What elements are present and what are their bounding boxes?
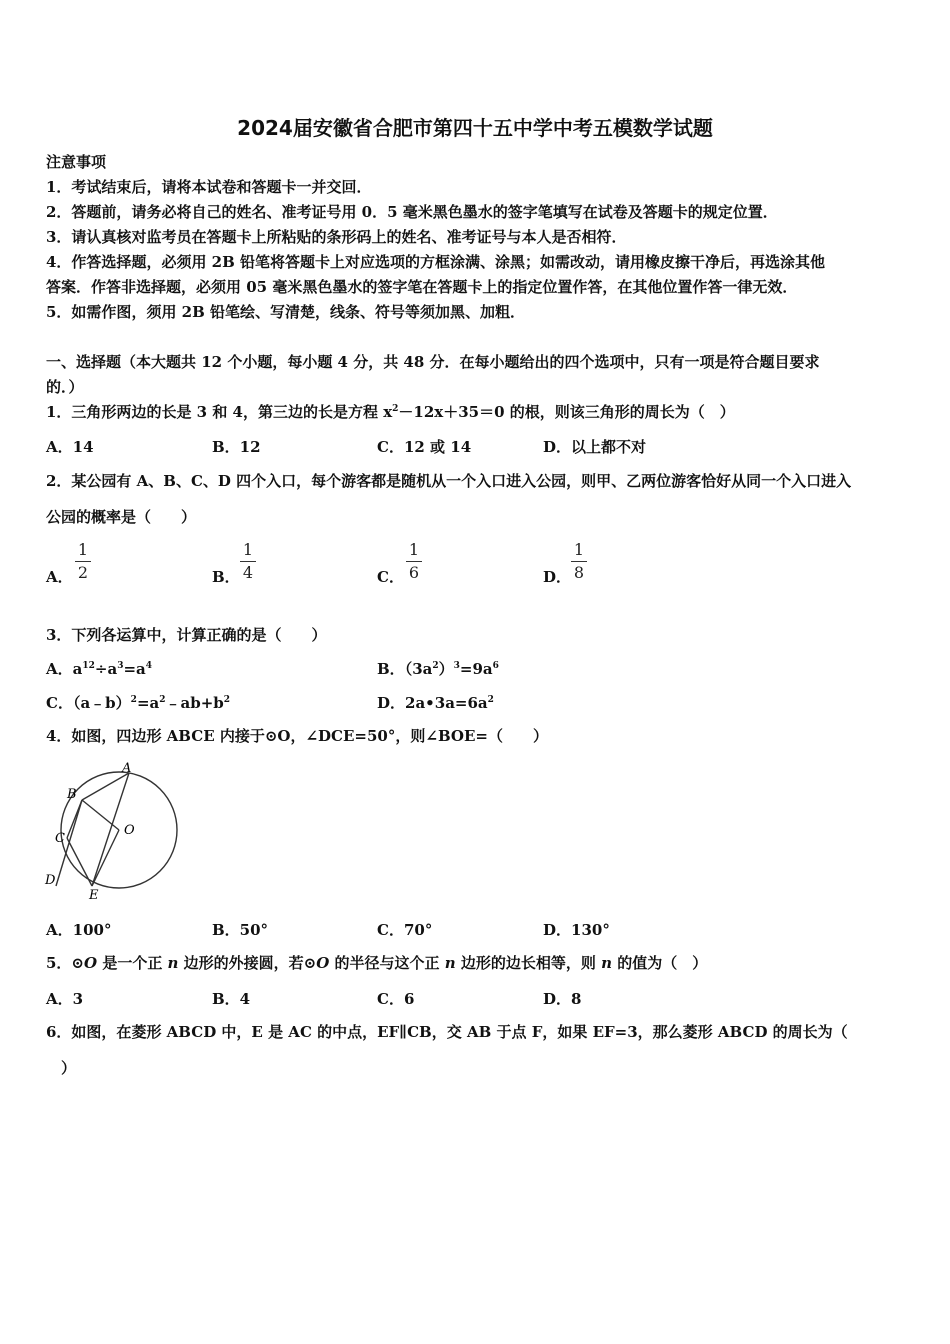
q5-option-a: A．3 <box>46 990 84 1008</box>
q2-option-d-label: D． <box>543 568 572 586</box>
notice-item: 5．如需作图，须用 2B 铅笔绘、写清楚，线条、符号等须加黑、加粗． <box>46 303 525 321</box>
question-2-stem: 2．某公园有 A、B、C、D 四个入口，每个游客都是随机从一个入口进入公园，则甲、乙两位游客恰好从同一个入口进入 <box>46 472 852 490</box>
q2-option-a-fraction: 1 2 <box>73 540 93 583</box>
q2-option-b-label: B． <box>212 568 240 586</box>
q5-option-d: D．8 <box>543 990 582 1008</box>
notice-item: 2．答题前，请务必将自己的姓名、准考证号用 0．5 毫米黑色墨水的签字笔填写在试卷及答题卡的规定位置． <box>46 203 778 221</box>
notice-heading: 注意事项 <box>46 153 107 171</box>
q3-option-d: D．$2a•3a=6a^2$ <box>377 694 494 712</box>
label-c: C <box>55 831 65 846</box>
q4-option-d: D．130° <box>543 921 610 939</box>
label-o: O <box>124 823 135 838</box>
q5-option-c: C．6 <box>377 990 415 1008</box>
question-1-stem: 1．三角形两边的长是 3 和 4，第三边的长是方程 $x^2-12x+35=0$ 的根，则该三角形的周长为（ ） <box>46 403 735 421</box>
q2-option-c-label: C． <box>377 568 404 586</box>
notice-item: 4．作答选择题，必须用 2B 铅笔将答题卡上对应选项的方框涂满、涂黑；如需改动，请用橡皮擦干净后，再选涂其他 <box>46 253 826 271</box>
question-3-stem: 3．下列各运算中，计算正确的是（ ） <box>46 626 327 644</box>
question-4-stem: 4．如图，四边形 ABCE 内接于⊙O，∠DCE=50°，则∠BOE=（ ） <box>46 727 548 745</box>
circle-geometry-figure <box>42 760 192 900</box>
q5-option-b: B．4 <box>212 990 251 1008</box>
label-e: E <box>89 888 99 900</box>
q4-option-a: A．100° <box>46 921 112 939</box>
question-6-stem-cont: ） <box>46 1059 77 1077</box>
q2-option-b-fraction: 1 4 <box>238 540 258 583</box>
q1-option-c: C．12 或 14 <box>377 438 472 456</box>
q1-option-d: D．以上都不对 <box>543 438 647 456</box>
question-2-stem-cont: 公园的概率是（ ） <box>46 508 197 526</box>
label-d: D <box>45 873 56 888</box>
notice-item: 答案．作答非选择题，必须用 05 毫米黑色墨水的签字笔在答题卡上的指定位置作答，在其他位置作答一律无效． <box>46 278 798 296</box>
q3-option-c: C．$(a﹣b)^2=a^2﹣ab+b^2$ <box>46 694 231 712</box>
q2-option-a-label: A． <box>46 568 73 586</box>
q2-option-c-fraction: 1 6 <box>404 540 424 583</box>
question-6-stem: 6．如图，在菱形 ABCD 中，E 是 AC 的中点，EF∥CB，交 AB 于点 F，如果 EF=3，那么菱形 ABCD 的周长为（ <box>46 1023 848 1041</box>
label-b: B <box>67 787 77 802</box>
notice-item: 3．请认真核对监考员在答题卡上所粘贴的条形码上的姓名、准考证号与本人是否相符． <box>46 228 627 246</box>
notice-item: 1．考试结束后，请将本试卷和答题卡一并交回． <box>46 178 372 196</box>
q4-option-b: B．50° <box>212 921 269 939</box>
section-heading-cont: 的．） <box>46 378 84 396</box>
q3-option-b: B．$(3a^2)^3=9a^6$ <box>377 660 499 678</box>
q4-option-c: C．70° <box>377 921 433 939</box>
q2-option-d-fraction: 1 8 <box>569 540 589 583</box>
q1-option-b: B．12 <box>212 438 261 456</box>
page-title: 2024届安徽省合肥市第四十五中学中考五模数学试题 <box>237 116 713 140</box>
question-5-stem: 5．⊙O 是一个正 n 边形的外接圆，若⊙O 的半径与这个正 n 边形的边长相等，则 n 的值为（ ） <box>46 954 708 972</box>
q1-option-a: A．14 <box>46 438 94 456</box>
segment-oe <box>92 830 119 886</box>
segment-bo <box>82 800 119 830</box>
section-heading: 一、选择题（本大题共 12 个小题，每小题 4 分，共 48 分．在每小题给出的四个选项中，只有一项是符合题目要求 <box>46 353 820 371</box>
q3-option-a: A．$a^{12}\div a^3=a^4$ <box>46 660 153 678</box>
label-a: A <box>122 761 132 776</box>
